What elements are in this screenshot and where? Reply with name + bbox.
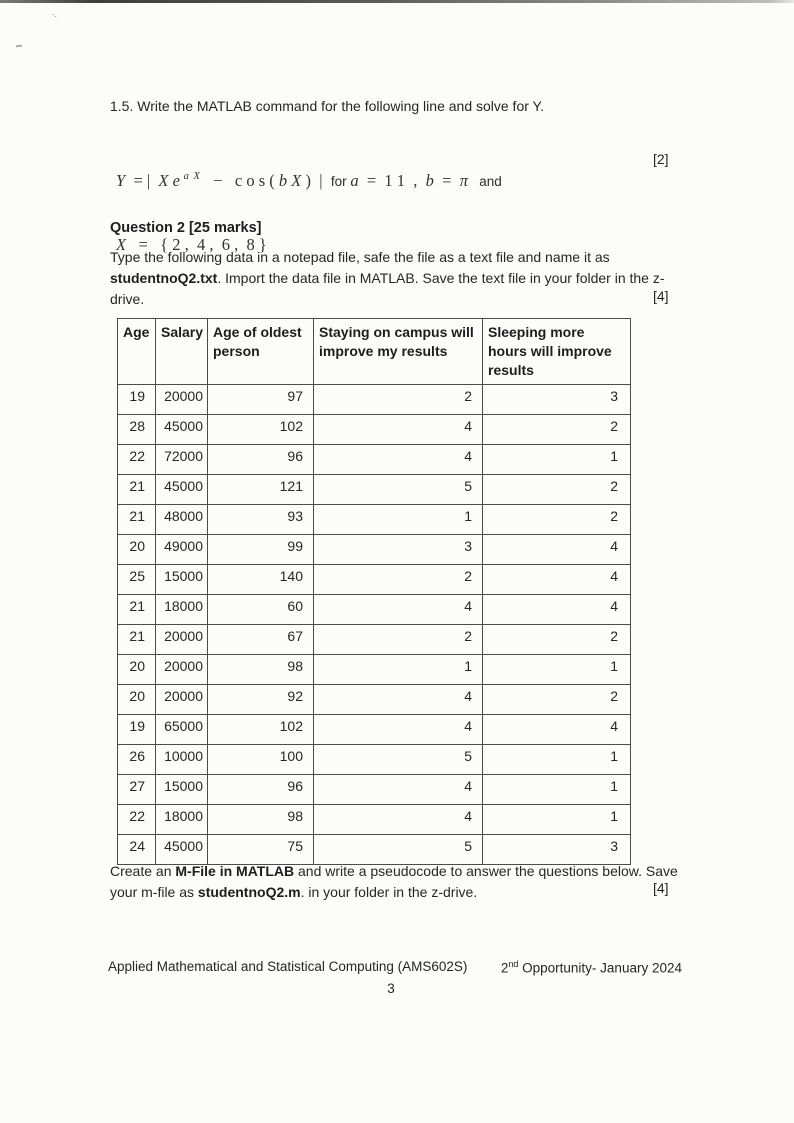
table-cell: 1 bbox=[483, 805, 631, 835]
math-var-Y: Y bbox=[116, 171, 126, 190]
math-op: = bbox=[433, 171, 460, 190]
table-cell: 3 bbox=[483, 385, 631, 415]
table-row bbox=[118, 505, 631, 535]
table-header-row bbox=[118, 319, 631, 385]
table-cell: 100 bbox=[208, 745, 314, 775]
table-cell: 1 bbox=[314, 505, 483, 535]
table-cell: 75 bbox=[208, 835, 314, 865]
math-keyword-and: and bbox=[468, 174, 502, 189]
table-cell: 99 bbox=[208, 535, 314, 565]
table-cell: 97 bbox=[208, 385, 314, 415]
question-2-heading: Question 2 [25 marks] bbox=[110, 220, 262, 236]
table-row bbox=[118, 625, 631, 655]
table-cell: 4 bbox=[483, 565, 631, 595]
table-cell: 102 bbox=[208, 415, 314, 445]
math-var-X: X bbox=[116, 235, 127, 254]
column-header-sleep: Sleeping more hours will improve results bbox=[483, 319, 631, 385]
table-cell: 2 bbox=[314, 625, 483, 655]
table-row bbox=[118, 685, 631, 715]
table-cell: 4 bbox=[314, 805, 483, 835]
table-cell: 65000 bbox=[156, 715, 208, 745]
table-cell: 45000 bbox=[156, 415, 208, 445]
table-cell: 3 bbox=[483, 835, 631, 865]
table-cell: 98 bbox=[208, 655, 314, 685]
data-table bbox=[117, 318, 631, 865]
table-cell: 1 bbox=[314, 655, 483, 685]
table-cell: 15000 bbox=[156, 775, 208, 805]
table-cell: 26 bbox=[118, 745, 156, 775]
table-row bbox=[118, 775, 631, 805]
math-superscript-aX: a X bbox=[179, 171, 201, 182]
question-2-intro bbox=[110, 247, 690, 310]
table-cell: 1 bbox=[483, 655, 631, 685]
table-cell: 2 bbox=[314, 565, 483, 595]
table-cell: 3 bbox=[314, 535, 483, 565]
table-row bbox=[118, 745, 631, 775]
table-cell: 21 bbox=[118, 595, 156, 625]
table-cell: 4 bbox=[314, 415, 483, 445]
table-cell: 4 bbox=[483, 715, 631, 745]
math-op: = | bbox=[125, 171, 159, 190]
table-row bbox=[118, 655, 631, 685]
footer-ordinal-suffix: nd bbox=[508, 959, 519, 969]
intro-line-2 bbox=[110, 268, 690, 289]
table-cell: 18000 bbox=[156, 805, 208, 835]
intro-line-2-rest: . Import the data file in MATLAB. Save the text file in your folder in the z- bbox=[217, 270, 665, 286]
table-cell: 21 bbox=[118, 625, 156, 655]
table-cell: 25 bbox=[118, 565, 156, 595]
table-cell: 1 bbox=[483, 775, 631, 805]
table-cell: 20 bbox=[118, 685, 156, 715]
table-cell: 4 bbox=[314, 445, 483, 475]
table-cell: 20000 bbox=[156, 625, 208, 655]
column-header-oldest: Age of oldest person bbox=[208, 319, 314, 385]
intro-line-1: Type the following data in a notepad file, safe the file as a text file and name it as bbox=[110, 249, 610, 265]
mfile-line-1-rest: and write a pseudocode to answer the questions below. Save bbox=[294, 863, 678, 879]
math-var-pi: π bbox=[459, 171, 468, 190]
footer-session-rest: Opportunity- January 2024 bbox=[518, 960, 682, 976]
column-header-age: Age bbox=[118, 319, 156, 385]
table-row bbox=[118, 835, 631, 865]
filename-txt: studentnoQ2.txt bbox=[110, 270, 218, 286]
table-cell: 21 bbox=[118, 505, 156, 535]
table-cell: 72000 bbox=[156, 445, 208, 475]
formula-line-1 bbox=[116, 171, 502, 195]
footer-course-title: Applied Mathematical and Statistical Computing (AMS602S) bbox=[108, 959, 468, 974]
table-cell: 92 bbox=[208, 685, 314, 715]
marks-badge-q15: [2] bbox=[653, 151, 669, 167]
marks-badge-q2: [4] bbox=[653, 288, 669, 304]
table-row bbox=[118, 595, 631, 625]
table-cell: 2 bbox=[483, 505, 631, 535]
table-cell: 4 bbox=[314, 775, 483, 805]
table-cell: 5 bbox=[314, 835, 483, 865]
table-cell: 22 bbox=[118, 445, 156, 475]
table-row bbox=[118, 715, 631, 745]
table-cell: 5 bbox=[314, 475, 483, 505]
table-cell: 1 bbox=[483, 445, 631, 475]
table-cell: 18000 bbox=[156, 595, 208, 625]
table-cell: 19 bbox=[118, 715, 156, 745]
table-cell: 2 bbox=[483, 415, 631, 445]
table-cell: 2 bbox=[483, 685, 631, 715]
table-cell: 102 bbox=[208, 715, 314, 745]
table-cell: 19 bbox=[118, 385, 156, 415]
marks-badge-mfile: [4] bbox=[653, 880, 669, 896]
table-cell: 93 bbox=[208, 505, 314, 535]
math-var-bX: b X bbox=[278, 171, 302, 190]
math-set: = { 2 , 4 , 6 , 8 } bbox=[126, 235, 267, 254]
table-cell: 20000 bbox=[156, 655, 208, 685]
table-row bbox=[118, 415, 631, 445]
table-cell: 67 bbox=[208, 625, 314, 655]
table-cell: 2 bbox=[483, 625, 631, 655]
mfile-line-2-pre: your m-file as bbox=[110, 884, 198, 900]
math-op: ) | bbox=[301, 171, 331, 190]
table-row bbox=[118, 385, 631, 415]
scan-speck bbox=[16, 45, 22, 48]
table-cell: 22 bbox=[118, 805, 156, 835]
table-cell: 2 bbox=[314, 385, 483, 415]
table-cell: 96 bbox=[208, 445, 314, 475]
column-header-salary: Salary bbox=[156, 319, 208, 385]
table-cell: 20 bbox=[118, 535, 156, 565]
table-body bbox=[118, 385, 631, 865]
table-cell: 45000 bbox=[156, 835, 208, 865]
table-cell: 20000 bbox=[156, 385, 208, 415]
table-cell: 28 bbox=[118, 415, 156, 445]
table-row bbox=[118, 445, 631, 475]
table-cell: 24 bbox=[118, 835, 156, 865]
table-cell: 140 bbox=[208, 565, 314, 595]
footer-session-number: 2 bbox=[500, 960, 509, 976]
mfile-line-1-pre: Create an bbox=[110, 863, 176, 879]
table-cell: 5 bbox=[314, 745, 483, 775]
table-cell: 21 bbox=[118, 475, 156, 505]
table-cell: 48000 bbox=[156, 505, 208, 535]
table-cell: 96 bbox=[208, 775, 314, 805]
scan-edge-line bbox=[0, 0, 794, 3]
table-cell: 1 bbox=[483, 745, 631, 775]
table-cell: 4 bbox=[314, 685, 483, 715]
page-number: 3 bbox=[387, 981, 395, 996]
table-cell: 4 bbox=[314, 595, 483, 625]
mfile-instructions bbox=[110, 861, 690, 903]
table-cell: 4 bbox=[314, 715, 483, 745]
table-cell: 98 bbox=[208, 805, 314, 835]
math-var-b: b bbox=[425, 171, 434, 190]
table-cell: 20 bbox=[118, 655, 156, 685]
column-header-campus: Staying on campus will improve my results bbox=[314, 319, 483, 385]
table-row bbox=[118, 475, 631, 505]
mfile-line-2-rest: . in your folder in the z-drive. bbox=[300, 884, 478, 900]
intro-line-3: drive. bbox=[110, 291, 145, 307]
table-cell: 4 bbox=[483, 595, 631, 625]
footer-exam-session bbox=[501, 959, 682, 976]
table-cell: 27 bbox=[118, 775, 156, 805]
table-cell: 2 bbox=[483, 475, 631, 505]
table-cell: 4 bbox=[483, 535, 631, 565]
table-cell: 121 bbox=[208, 475, 314, 505]
table-row bbox=[118, 805, 631, 835]
table-cell: 60 bbox=[208, 595, 314, 625]
scan-speck: ·. bbox=[52, 10, 57, 19]
mfile-bold: M-File in MATLAB bbox=[175, 863, 295, 879]
table-row bbox=[118, 535, 631, 565]
table-cell: 20000 bbox=[156, 685, 208, 715]
math-op: − c o s ( bbox=[200, 171, 279, 190]
table-cell: 10000 bbox=[156, 745, 208, 775]
filename-m: studentnoQ2.m bbox=[197, 884, 301, 900]
math-var-a: a bbox=[350, 171, 359, 190]
table-cell: 15000 bbox=[156, 565, 208, 595]
math-op: = 1 1 , bbox=[358, 171, 426, 190]
question-1-5-prompt: 1.5. Write the MATLAB command for the following line and solve for Y. bbox=[110, 98, 544, 114]
mfile-line-2 bbox=[110, 882, 690, 903]
math-var-Xe: X e bbox=[158, 171, 180, 190]
math-keyword-for: for bbox=[330, 174, 351, 189]
mfile-line-1 bbox=[110, 861, 690, 882]
table-row bbox=[118, 565, 631, 595]
table-cell: 45000 bbox=[156, 475, 208, 505]
table-cell: 49000 bbox=[156, 535, 208, 565]
